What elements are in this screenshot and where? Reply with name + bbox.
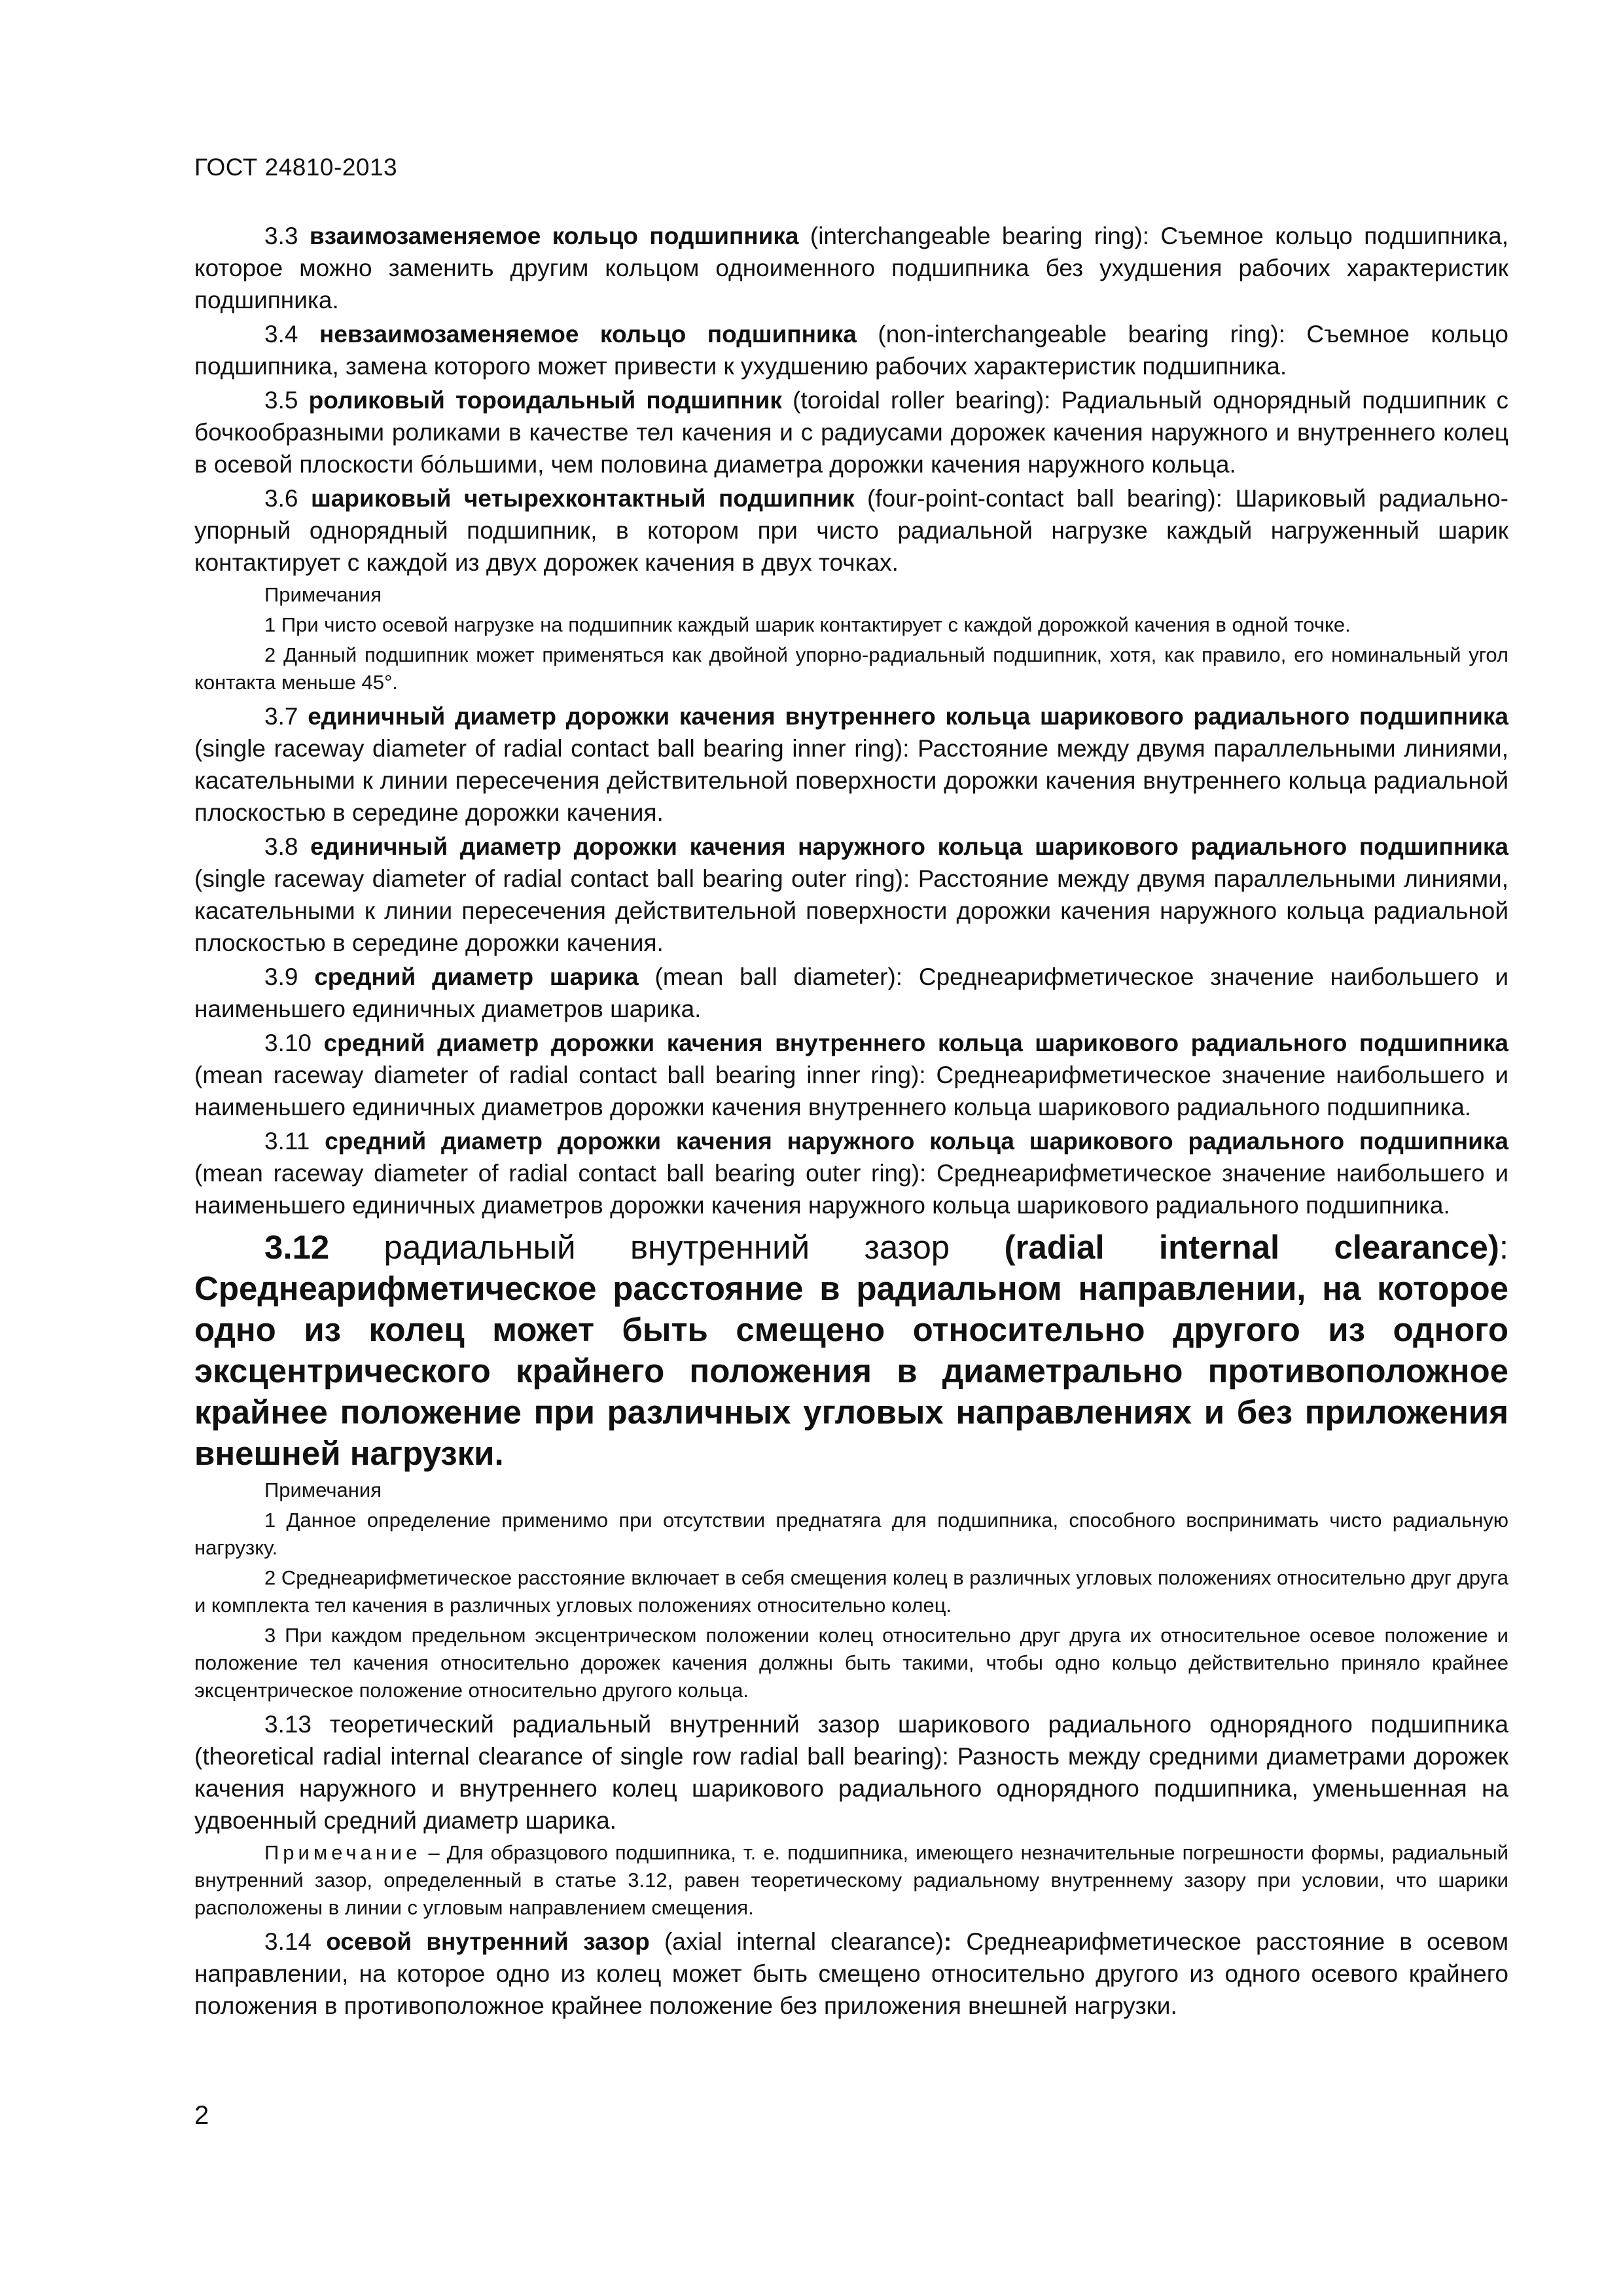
term-definition: (mean ball diameter): Среднеарифметическое значение наибольшего и наименьшего единичных диаметров шарика.: [194, 963, 1509, 1022]
document-code-header: ГОСТ 24810-2013: [194, 154, 398, 181]
term-3-9: [194, 961, 1508, 1025]
term-3-6: [194, 482, 1508, 579]
term-definition: теоретический радиальный внутренний зазор шарикового радиального однорядного подшипника (theoretical radial internal clearance of single row radial ball bearing): Разность между средними диаметрами дорожек качения наружного и внутреннего колец шарикового радиального однорядного подшипника, уменьшенная на удвоенный средний диаметр шарика.: [194, 1711, 1508, 1834]
term-3-5: [194, 384, 1508, 480]
term-definition: (toroidal roller bearing): Радиальный однорядный подшипник с бочкообразными роликами в качестве тел качения и с радиусами дорожек качения наружного и внутреннего колец в осевой плоскости бо́льшими, чем половина диаметра дорожки качения наружного кольца.: [194, 387, 1508, 478]
term-title: единичный диаметр дорожки качения наружного кольца шарикового радиального подшипника: [310, 833, 1509, 860]
note-3-13: [194, 1839, 1508, 1922]
term-title: роликовый тороидальный подшипник: [308, 387, 782, 414]
term-title: невзаимозаменяемое кольцо подшипника: [319, 321, 857, 348]
term-number: 3.12: [264, 1229, 330, 1266]
term-number: 3.5: [264, 387, 298, 414]
term-number: 3.3: [264, 223, 298, 249]
notes-heading: Примечания: [264, 1479, 382, 1501]
term-colon: :: [943, 1928, 952, 1955]
term-title: средний диаметр шарика: [314, 963, 639, 990]
notes-heading: Примечания: [264, 583, 382, 606]
note-item: 1 Данное определение применимо при отсутствии преднатяга для подшипника, способного воспринимать чисто радиальную нагрузку.: [194, 1509, 1508, 1559]
term-definition: (interchangeable bearing ring): Съемное кольцо подшипника, которое можно заменить другим кольцом одноименного подшипника без ухудшения рабочих характеристик подшипника.: [194, 223, 1508, 314]
term-number: 3.14: [264, 1928, 312, 1955]
term-english: (axial internal clearance): [649, 1928, 944, 1955]
term-definition: (non-interchangeable bearing ring): Съемное кольцо подшипника, замена которого может привести к ухудшению рабочих характеристик подшипника.: [194, 321, 1509, 380]
term-definition: (mean raceway diameter of radial contact ball bearing inner ring): Среднеарифметическое значение наибольшего и наименьшего единичных диаметров дорожки качения внутреннего кольца шарикового радиального подшипника.: [194, 1062, 1508, 1121]
term-number: 3.8: [264, 833, 298, 860]
note-item: 2 Данный подшипник может применяться как двойной упорно-радиальный подшипник, хотя, как правило, его номинальный угол контакта меньше 45°.: [194, 643, 1508, 694]
term-title: единичный диаметр дорожки качения внутреннего кольца шарикового радиального подшипника: [308, 703, 1509, 730]
term-number: 3.13: [264, 1711, 312, 1738]
term-3-7: [194, 700, 1508, 829]
term-number: 3.11: [264, 1128, 310, 1155]
term-title: средний диаметр дорожки качения внутреннего кольца шарикового радиального подшипника: [323, 1030, 1508, 1056]
term-3-11: [194, 1125, 1508, 1221]
term-3-8: [194, 831, 1508, 959]
term-definition: Среднеарифметическое расстояние в радиальном направлении, на которое одно из колец может быть смещено относительно другого из одного эксцентрического крайнего положения в диаметрально противоположное крайнее положение при различных угловых направлениях и без приложения внешней нагрузки.: [194, 1270, 1508, 1472]
term-3-14: [194, 1926, 1508, 2022]
term-definition: (mean raceway diameter of radial contact ball bearing outer ring): Среднеарифметическое значение наибольшего и наименьшего единичных диаметров дорожки качения наружного кольца шарикового радиального подшипника.: [194, 1160, 1508, 1219]
term-definition: (four-point-contact ball bearing): Шариковый радиально-упорный однорядный подшипник, в котором при чисто радиальной нагрузке каждый нагруженный шарик контактирует с каждой из двух дорожек качения в двух точках.: [194, 485, 1508, 576]
term-number: 3.7: [264, 703, 298, 730]
term-number: 3.4: [264, 321, 298, 348]
term-3-4: [194, 318, 1508, 382]
term-3-12: [194, 1227, 1508, 1474]
term-3-10: [194, 1027, 1508, 1123]
term-number: 3.10: [264, 1030, 312, 1056]
term-colon: :: [1499, 1229, 1508, 1266]
note-item: 1 При чисто осевой нагрузке на подшипник каждый шарик контактирует с каждой дорожкой качения в одной точке.: [264, 613, 1351, 636]
term-title: шариковый четырехконтактный подшипник: [310, 485, 855, 512]
note-item: 2 Среднеарифметическое расстояние включает в себя смещения колец в различных угловых положениях относительно друг друга и комплекта тел качения в различных угловых положениях относительно колец.: [194, 1566, 1508, 1617]
note-label: Примечание: [264, 1841, 421, 1864]
term-number: 3.6: [264, 485, 298, 512]
term-definition: (single raceway diameter of radial contact ball bearing inner ring): Расстояние между двумя параллельными линиями, касательными к линии пересечения действительной поверхности дорожки качения внутреннего кольца радиальной плоскостью в середине дорожки качения.: [194, 735, 1508, 826]
term-english: (radial internal clearance): [1004, 1229, 1499, 1266]
term-3-3: [194, 220, 1508, 316]
term-title: радиальный внутренний зазор: [383, 1229, 950, 1266]
term-title: осевой внутренний зазор: [326, 1928, 650, 1955]
term-title: средний диаметр дорожки качения наружного кольца шарикового радиального подшипника: [325, 1128, 1508, 1155]
term-definition: Среднеарифметическое расстояние в осевом направлении, на которое одно из колец может быть смещено относительно другого из одного осевого крайнего положения в противоположное крайнее положение без приложения внешней нагрузки.: [194, 1928, 1509, 2019]
document-body: [194, 220, 1508, 2022]
term-title: взаимозаменяемое кольцо подшипника: [309, 223, 799, 249]
page-number: 2: [194, 2101, 209, 2130]
term-3-13: [194, 1708, 1508, 1837]
term-number: 3.9: [264, 963, 298, 990]
note-text: – Для образцового подшипника, т. е. подшипника, имеющего незначительные погрешности формы, радиальный внутренний зазор, определенный в статье 3.12, равен теоретическому радиальному внутреннему зазору при условии, что шарики расположены в линии с угловым направлением смещения.: [194, 1841, 1508, 1919]
note-item: 3 При каждом предельном эксцентрическом положении колец относительно друг друга их относительное осевое положение и положение тел качения относительно дорожек качения должны быть такими, чтобы одно кольцо действительно приняло крайнее эксцентрическое положение относительно другого кольца.: [194, 1624, 1508, 1702]
term-definition: (single raceway diameter of radial contact ball bearing outer ring): Расстояние между двумя параллельными линиями, касательными к линии пересечения действительной поверхности дорожки качения наружного кольца радиальной плоскостью в середине дорожки качения.: [194, 865, 1508, 956]
